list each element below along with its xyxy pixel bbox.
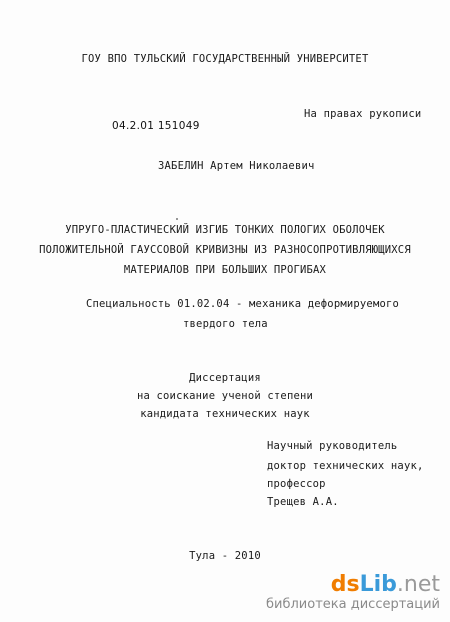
logo-part-net: .net — [396, 572, 440, 597]
scan-speck — [176, 218, 178, 220]
author-name: ЗАБЕЛИН Артем Николаевич — [158, 160, 315, 172]
thesis-title-line-2: ПОЛОЖИТЕЛЬНОЙ ГАУССОВОЙ КРИВИЗНЫ ИЗ РАЗНОСОПРОТИВЛЯЮЩИХСЯ — [39, 244, 411, 256]
dslib-logo — [266, 573, 440, 597]
dslib-watermark[interactable] — [266, 573, 440, 612]
supervisor-degree: доктор технических наук, — [267, 460, 424, 472]
thesis-title-line-3: МАТЕРИАЛОВ ПРИ БОЛЬШИХ ПРОГИБАХ — [123, 264, 327, 276]
logo-part-lib: Lib — [359, 572, 397, 597]
university-heading: ГОУ ВПО ТУЛЬСКИЙ ГОСУДАРСТВЕННЫЙ УНИВЕРСИТЕТ — [81, 53, 369, 65]
degree-line-1: на соискание ученой степени — [136, 390, 314, 402]
dissertation-label: Диссертация — [189, 372, 261, 384]
supervisor-label: Научный руководитель — [267, 440, 398, 452]
specialty-line-2: твердого тела — [183, 318, 268, 330]
supervisor-name: Трещев А.А. — [267, 496, 339, 508]
manuscript-rights-label: На правах рукописи — [304, 108, 422, 120]
watermark-subtitle: библиотека диссертаций — [266, 597, 440, 612]
degree-line-2: кандидата технических наук — [140, 408, 310, 420]
thesis-title-line-1: УПРУГО-ПЛАСТИЧЕСКИЙ ИЗГИБ ТОНКИХ ПОЛОГИХ ОБОЛОЧЕК — [65, 224, 385, 236]
specialty-line-1: Специальность 01.02.04 - механика деформируемого — [86, 298, 400, 310]
logo-part-ds: ds — [330, 572, 360, 597]
registration-stamp: 04.2.01 151049 — [112, 120, 200, 132]
place-and-year: Тула - 2010 — [189, 550, 261, 562]
supervisor-title: профессор — [267, 478, 326, 490]
